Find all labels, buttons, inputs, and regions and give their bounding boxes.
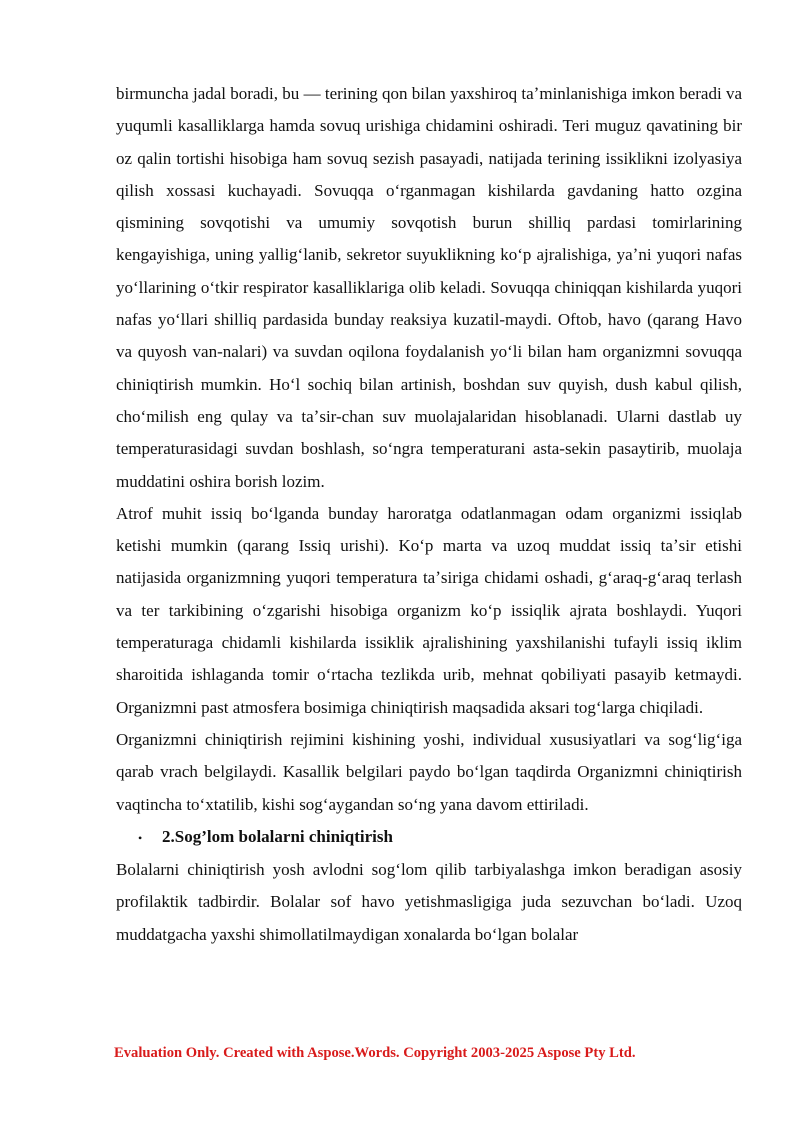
section-heading-text: 2.Sog’lom bolalarni chiniqtirish bbox=[162, 826, 393, 846]
document-body bbox=[116, 78, 742, 951]
paragraph-1: birmuncha jadal boradi, bu — terining qon bilan yaxshiroq taʼminlanishiga imkon beradi va yuqumli kasalliklarga hamda sovuq urishiga chidamini oshiradi. Teri muguz qavatining bir oz qalin tortishi hisobiga ham sovuq sezish pasayadi, natijada terining issiklikni izolyasiya qilish xossasi kuchayadi. Sovuqqa oʻrganmagan kishilarda gavdaning hatto ozgina qismining sovqotishi va umumiy sovqotish burun shilliq pardasi tomirlarining kengayishiga, uning yalligʻlanib, sekretor suyuklikning koʻp ajralishiga, yaʼni yuqori nafas yoʻllarining oʻtkir respirator kasalliklariga olib keladi. Sovuqqa chiniqqan kishilarda yuqori nafas yoʻllari shilliq pardasida bunday reaksiya kuzatil-maydi. Oftob, havo (qarang Havo va quyosh van-nalari) va suvdan oqilona foydalanish yoʻli bilan ham organizmni sovuqqa chiniqtirish mumkin. Hoʻl sochiq bilan artinish, boshdan suv quyish, dush kabul qilish, choʻmilish eng qulay va taʼsir-chan suv muolajalaridan hisoblanadi. Ularni dastlab uy temperaturasidagi suvdan boshlash, soʻngra temperaturani asta-sekin pasaytirib, muolaja muddatini oshira borish lozim. bbox=[116, 84, 742, 491]
evaluation-watermark: Evaluation Only. Created with Aspose.Words. Copyright 2003-2025 Aspose Pty Ltd. bbox=[114, 1045, 636, 1061]
bullet-icon: • bbox=[138, 830, 143, 845]
paragraph-2: Atrof muhit issiq boʻlganda bunday haroratga odatlanmagan odam organizmi issiqlab ketishi mumkin (qarang Issiq urishi). Koʻp marta va uzoq muddat issiq taʼsir etishi natijasida organizmning yuqori temperatura taʼsiriga chidami oshadi, gʻaraq-gʻaraq terlash va ter tarkibining oʻzgarishi hisobiga organizm koʻp issiqlik ajrata boshlaydi. Yuqori temperaturaga chidamli kishilarda issiklik ajralishining yaxshilanishi tufayli issiq iklim sharoitida ishlaganda tomir oʻrtacha tezlikda urib, mehnat qobiliyati pasayib ketmaydi. Organizmni past atmosfera bosimiga chiniqtirish maqsadida aksari togʻlarga chiqiladi. bbox=[116, 503, 742, 717]
paragraph-4: Bolalarni chiniqtirish yosh avlodni sogʻlom qilib tarbiyalashga imkon beradigan asosiy profilaktik tadbirdir. Bolalar sof havo yetishmasligiga juda sezuvchan boʻladi. Uzoq muddatgacha yaxshi shimollatilmaydigan xonalarda boʻlgan bolalar bbox=[116, 860, 742, 944]
section-heading bbox=[116, 821, 742, 854]
paragraph-3: Organizmni chiniqtirish rejimini kishining yoshi, individual xususiyatlari va sogʻligʻiga qarab vrach belgilaydi. Kasallik belgilari paydo boʻlgan taqdirda Organizmni chiniqtirish vaqtincha toʻxtatilib, kishi sogʻaygandan soʻng yana davom ettiriladi. bbox=[116, 729, 742, 814]
